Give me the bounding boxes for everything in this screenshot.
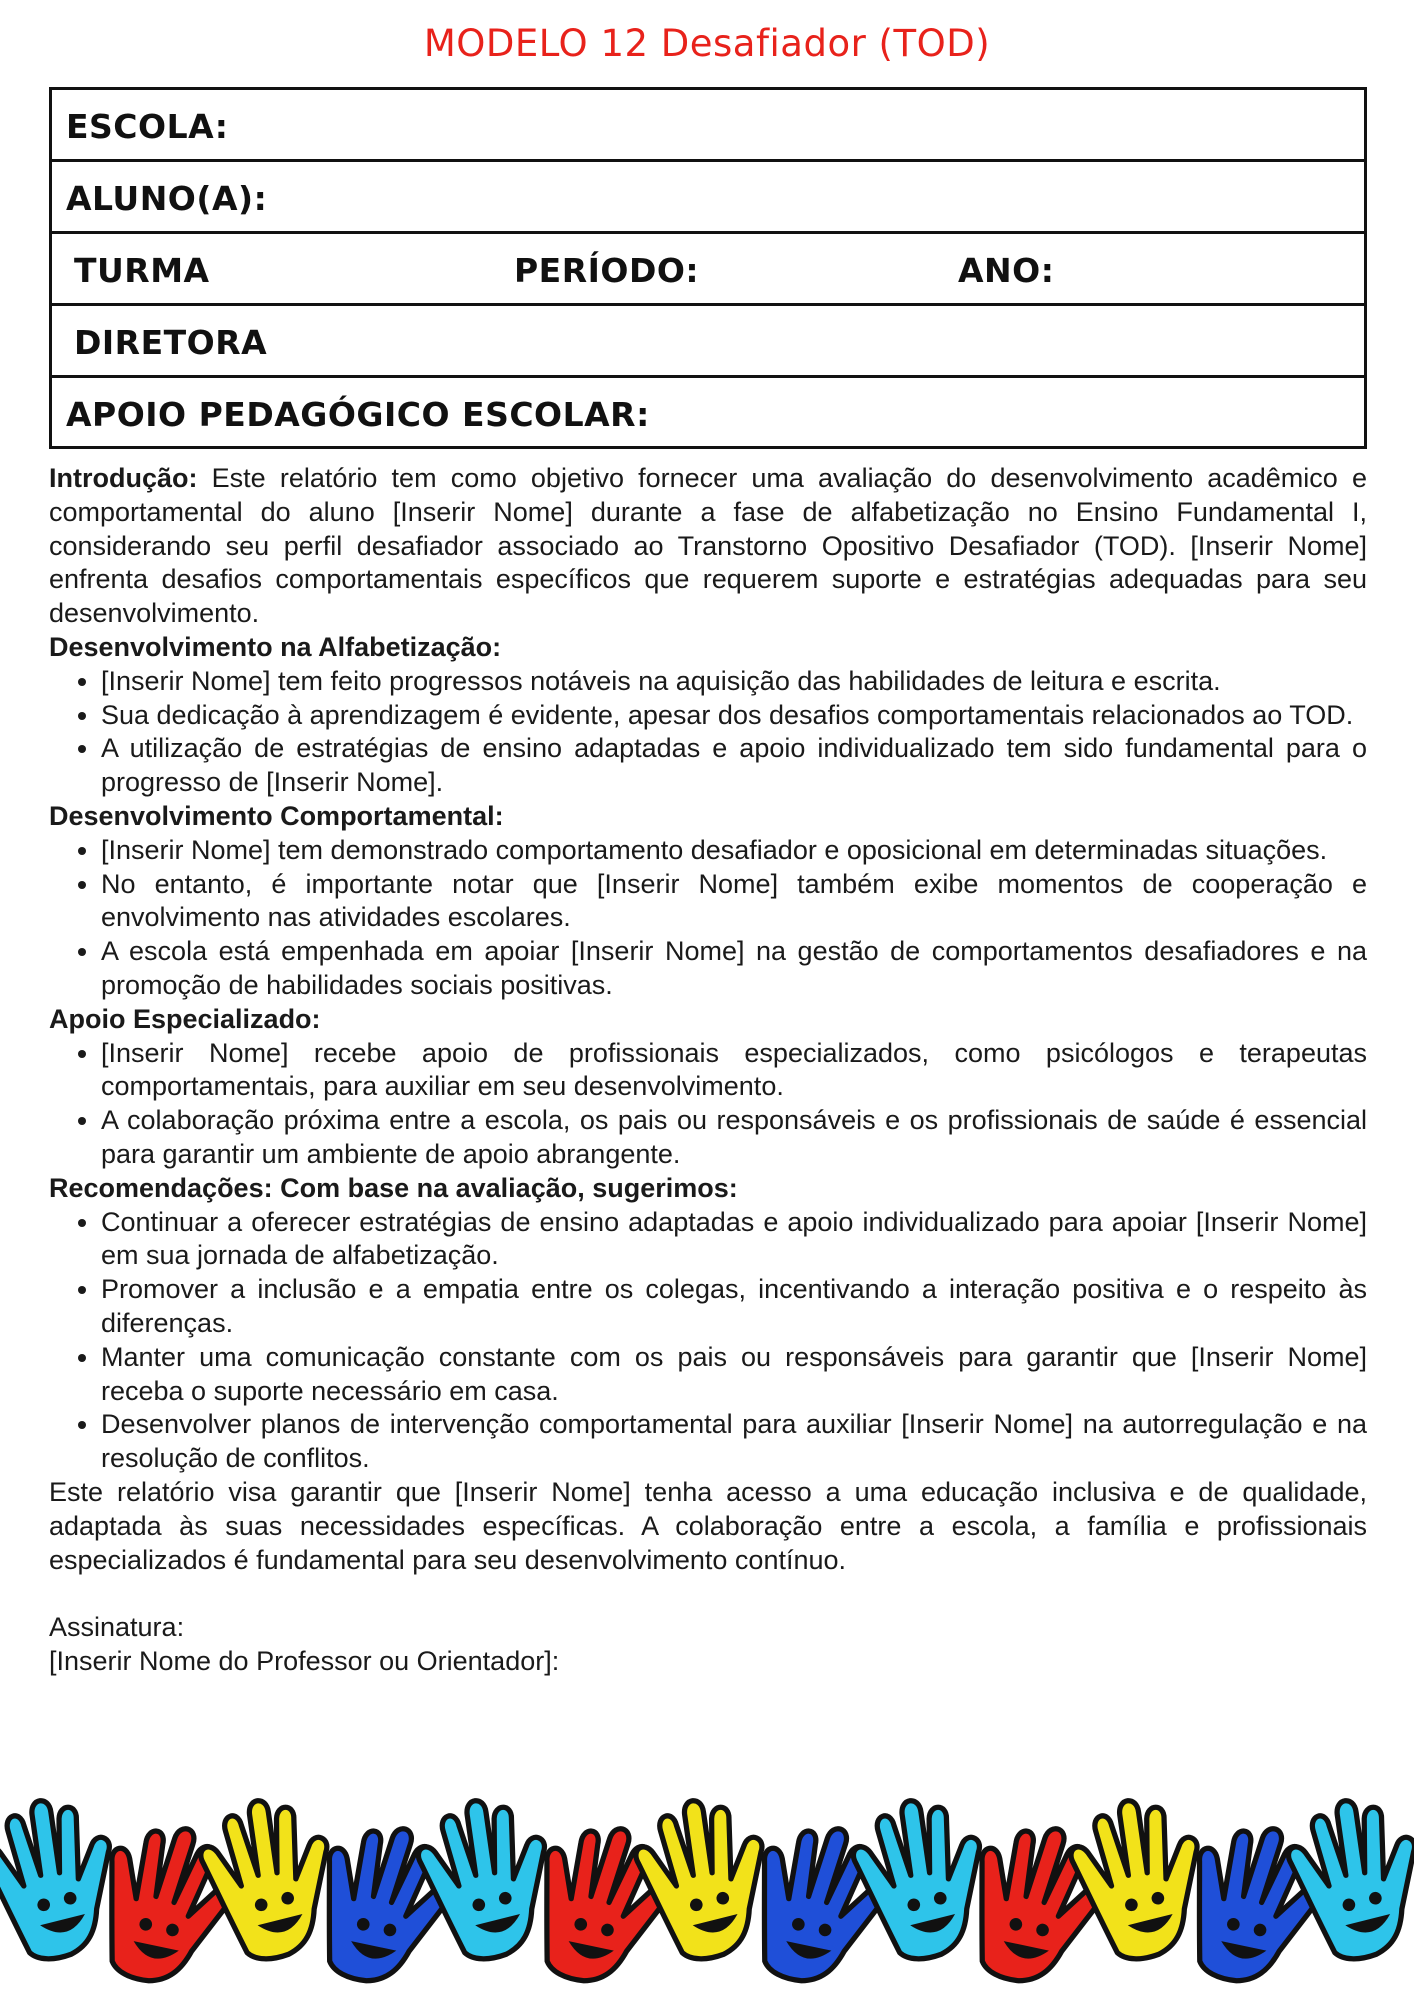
list-item: • [Inserir Nome] tem feito progressos notáveis na aquisição das habilidades de leitura e escrita. [101, 665, 1367, 699]
form-row-escola [52, 90, 1364, 162]
list-item: • Promover a inclusão e a empatia entre os colegas, incentivando a interação positiva e o respeito às diferenças. [101, 1273, 1367, 1341]
escola-label: ESCOLA: [66, 107, 229, 146]
periodo-label: PERÍODO: [514, 251, 700, 290]
list-item: • [Inserir Nome] recebe apoio de profissionais especializados, como psicólogos e terapeutas comportamentais, para auxiliar em seu desenvolvimento. [101, 1037, 1367, 1105]
section-heading: Apoio Especializado: [49, 1003, 321, 1034]
list-item: • A colaboração próxima entre a escola, os pais ou responsáveis e os profissionais de saúde é essencial para garantir um ambiente de apoio abrangente. [101, 1104, 1367, 1172]
turma-label: TURMA [74, 251, 210, 290]
intro-text: Este relatório tem como objetivo fornecer uma avaliação do desenvolvimento acadêmico e comportamental do aluno [Inserir Nome] durante a fase de alfabetização no Ensino Fundamental I, considerando seu perfil desafiador associado ao Transtorno Opositivo Desafiador (TOD). [Inserir Nome] enfrenta desafios comportamentais específicos que requerem suporte e estratégias adequadas para seu desenvolvimento. [49, 463, 1367, 629]
aluno-label: ALUNO(A): [66, 179, 268, 218]
section-list [49, 834, 1367, 1003]
hand-icon [1279, 1795, 1414, 1970]
form-row-aluno [52, 162, 1364, 234]
hand-icon [741, 1815, 896, 1995]
signature-label: Assinatura: [49, 1612, 185, 1643]
hand-icon [1176, 1815, 1331, 1995]
section-heading: Desenvolvimento na Alfabetização: [49, 631, 502, 662]
diretora-label: DIRETORA [74, 323, 268, 362]
closing-paragraph: Este relatório visa garantir que [Inserir Nome] tenha acesso a uma educação inclusiva e de qualidade, adaptada às suas necessidades específicas. A colaboração entre a escola, a família e profissionais especializados é fundamental para seu desenvolvimento contínuo. [49, 1476, 1367, 1575]
report-body [49, 462, 1367, 1679]
list-item: • Desenvolver planos de intervenção comportamental para auxiliar [Inserir Nome] na autorregulação e na resolução de conflitos. [101, 1408, 1367, 1476]
form-row-turma [52, 234, 1364, 306]
section-list [49, 1206, 1367, 1476]
hand-icon [523, 1815, 678, 1995]
hand-icon [958, 1815, 1113, 1995]
section-list [49, 665, 1367, 800]
hand-icon [1061, 1795, 1220, 1970]
hand-icon [88, 1815, 243, 1995]
hand-icon [844, 1795, 1003, 1970]
hands-border-icon [0, 1795, 1414, 2000]
list-item: • Continuar a oferecer estratégias de ensino adaptadas e apoio individualizado para apoiar [Inserir Nome] em sua jornada de alfabetização. [101, 1206, 1367, 1274]
form-row-apoio [52, 378, 1364, 446]
signature-name: [Inserir Nome do Professor ou Orientador]: [49, 1646, 560, 1677]
list-item: • Manter uma comunicação constante com os pais ou responsáveis para garantir que [Inserir Nome] receba o suporte necessário em casa. [101, 1341, 1367, 1409]
list-item: • A escola está empenhada em apoiar [Inserir Nome] na gestão de comportamentos desafiadores e na promoção de habilidades sociais positivas. [101, 935, 1367, 1003]
ano-label: ANO: [958, 251, 1055, 290]
section-list [49, 1037, 1367, 1172]
form-row-diretora [52, 306, 1364, 378]
section-heading: Recomendações: Com base na avaliação, sugerimos: [49, 1172, 738, 1203]
header-form [49, 87, 1367, 449]
hand-icon [409, 1795, 568, 1970]
list-item: • No entanto, é importante notar que [Inserir Nome] também exibe momentos de cooperação e envolvimento nas atividades escolares. [101, 868, 1367, 936]
page-title: MODELO 12 Desafiador (TOD) [423, 22, 991, 65]
hand-icon [626, 1795, 785, 1970]
list-item: • A utilização de estratégias de ensino adaptadas e apoio individualizado tem sido fundamental para o progresso de [Inserir Nome]. [101, 732, 1367, 800]
hand-icon [191, 1795, 350, 1970]
section-heading: Desenvolvimento Comportamental: [49, 800, 504, 831]
intro-paragraph [49, 462, 1367, 631]
intro-label: Introdução: [49, 463, 198, 493]
hand-icon [306, 1815, 461, 1995]
apoio-label: APOIO PEDAGÓGICO ESCOLAR: [66, 395, 650, 434]
list-item: • Sua dedicação à aprendizagem é evidente, apesar dos desafios comportamentais relacionados ao TOD. [101, 699, 1367, 733]
list-item: • [Inserir Nome] tem demonstrado comportamento desafiador e oposicional em determinadas situações. [101, 834, 1367, 868]
